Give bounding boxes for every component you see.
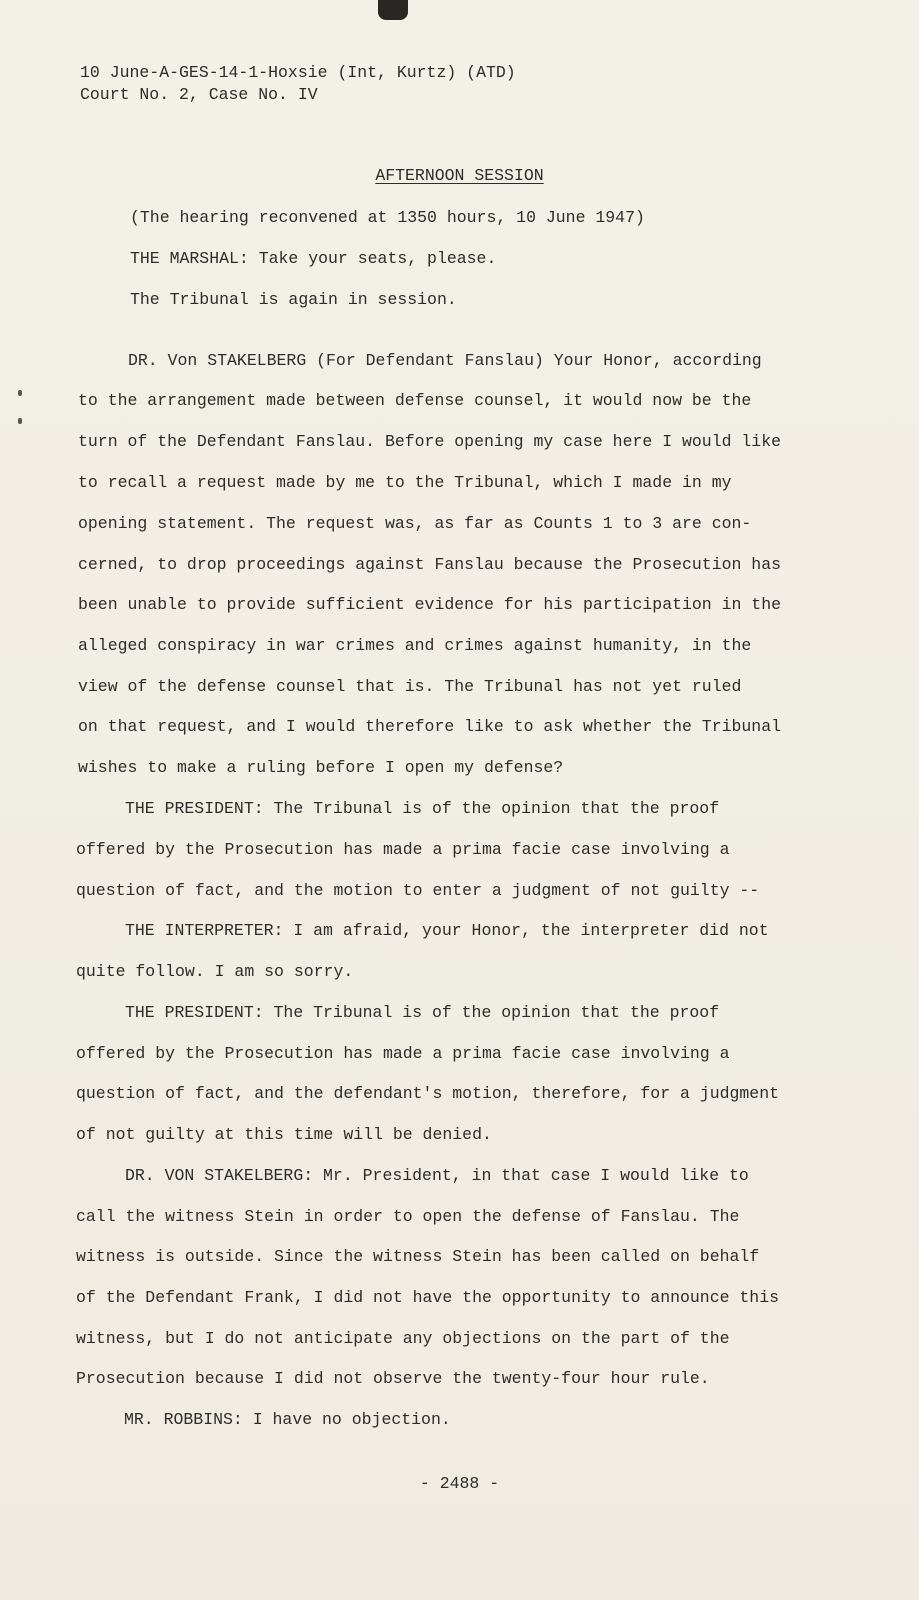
text-line: alleged conspiracy in war crimes and crimes against humanity, in the [78, 636, 752, 655]
text-line: question of fact, and the defendant's motion, therefore, for a judgment [76, 1084, 780, 1103]
text-line: to recall a request made by me to the Tribunal, which I made in my [78, 473, 732, 492]
text-line: DR. VON STAKELBERG: Mr. President, in that case I would like to [125, 1166, 749, 1185]
page-number: - 2488 - [419, 1474, 500, 1493]
text-line: (The hearing reconvened at 1350 hours, 10 June 1947) [130, 208, 645, 227]
text-line: witness, but I do not anticipate any objections on the part of the [76, 1329, 730, 1348]
text-line: wishes to make a ruling before I open my defense? [78, 758, 564, 777]
text-line: of not guilty at this time will be denied. [76, 1125, 492, 1144]
text-line: call the witness Stein in order to open the defense of Fanslau. The [76, 1207, 740, 1226]
header-line-2: Court No. 2, Case No. IV [80, 85, 318, 104]
text-line: been unable to provide sufficient evidence for his participation in the [78, 595, 782, 614]
text-line: THE MARSHAL: Take your seats, please. [130, 249, 497, 268]
text-line: THE INTERPRETER: I am afraid, your Honor, the interpreter did not [125, 921, 769, 940]
text-line: THE PRESIDENT: The Tribunal is of the opinion that the proof [125, 1003, 720, 1022]
text-line: THE PRESIDENT: The Tribunal is of the opinion that the proof [125, 799, 720, 818]
text-line: MR. ROBBINS: I have no objection. [124, 1410, 451, 1429]
text-line: quite follow. I am so sorry. [76, 962, 354, 981]
text-line: Prosecution because I did not observe the twenty-four hour rule. [76, 1369, 710, 1388]
text-line: to the arrangement made between defense counsel, it would now be the [78, 391, 752, 410]
text-line: opening statement. The request was, as far as Counts 1 to 3 are con- [78, 514, 752, 533]
text-line: cerned, to drop proceedings against Fanslau because the Prosecution has [78, 555, 782, 574]
text-line: The Tribunal is again in session. [130, 290, 457, 309]
text-line: turn of the Defendant Fanslau. Before opening my case here I would like [78, 432, 782, 451]
header-line-1: 10 June-A-GES-14-1-Hoxsie (Int, Kurtz) (ATD) [80, 63, 516, 82]
session-title-text: AFTERNOON SESSION [375, 166, 544, 185]
staple-mark [378, 0, 408, 20]
text-line: offered by the Prosecution has made a prima facie case involving a [76, 840, 730, 859]
text-line: witness is outside. Since the witness Stein has been called on behalf [76, 1247, 760, 1266]
punch-mark [18, 390, 22, 396]
session-title [0, 166, 919, 185]
punch-mark [18, 418, 22, 424]
text-line: on that request, and I would therefore like to ask whether the Tribunal [78, 717, 782, 736]
text-line: offered by the Prosecution has made a prima facie case involving a [76, 1044, 730, 1063]
text-line: question of fact, and the motion to enter a judgment of not guilty -- [76, 881, 760, 900]
document-header [80, 62, 516, 106]
text-line: of the Defendant Frank, I did not have the opportunity to announce this [76, 1288, 780, 1307]
text-line: view of the defense counsel that is. The Tribunal has not yet ruled [78, 677, 742, 696]
text-line: DR. Von STAKELBERG (For Defendant Fanslau) Your Honor, according [128, 351, 762, 370]
